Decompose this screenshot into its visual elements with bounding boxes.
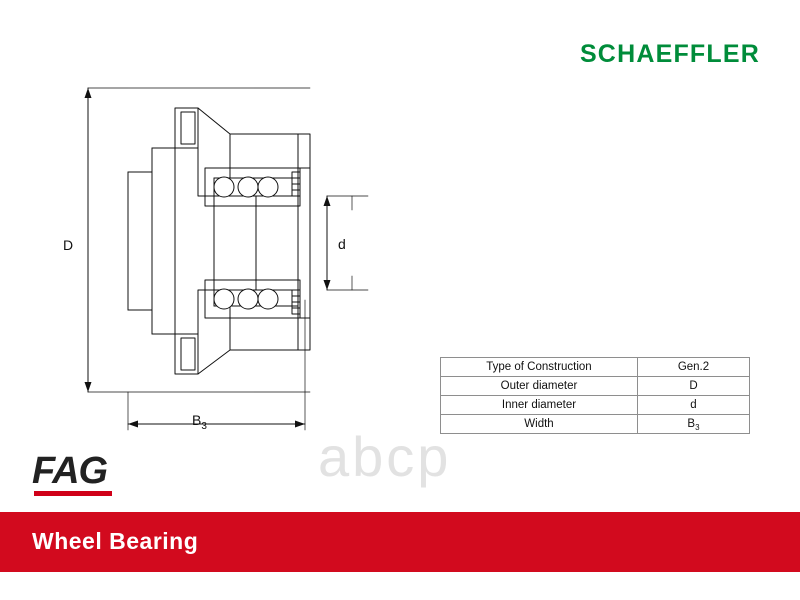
- spec-label-inner-diameter: Inner diameter: [441, 396, 638, 415]
- spec-label-outer-diameter: Outer diameter: [441, 377, 638, 396]
- product-category-title: Wheel Bearing: [32, 528, 199, 554]
- schaeffler-logo: SCHAEFFLER: [579, 40, 760, 68]
- dimension-label-width-sub: 3: [201, 421, 207, 432]
- spec-value-width-sub: 3: [695, 423, 700, 432]
- dimension-label-inner-diameter: d: [338, 236, 346, 252]
- watermark-text: abcp: [318, 425, 452, 488]
- spec-value-width: [637, 415, 749, 434]
- spec-label-width: Width: [441, 415, 638, 434]
- specification-table: [440, 357, 750, 434]
- fag-logo-text: FAG: [32, 450, 108, 492]
- spec-value-type-of-construction: Gen.2: [637, 358, 749, 377]
- fag-logo: [32, 452, 112, 496]
- dimension-label-width-main: B: [192, 412, 202, 428]
- spec-value-inner-diameter: d: [637, 396, 749, 415]
- table-row: [441, 396, 750, 415]
- dimension-label-outer-diameter: D: [63, 237, 74, 253]
- dimension-label-width: [192, 412, 207, 432]
- table-row: [441, 377, 750, 396]
- spec-label-type-of-construction: Type of Construction: [441, 358, 638, 377]
- table-row: [441, 415, 750, 434]
- table-row: [441, 358, 750, 377]
- spec-value-width-main: B: [687, 418, 696, 430]
- spec-value-outer-diameter: D: [637, 377, 749, 396]
- product-category-bar: [0, 512, 800, 572]
